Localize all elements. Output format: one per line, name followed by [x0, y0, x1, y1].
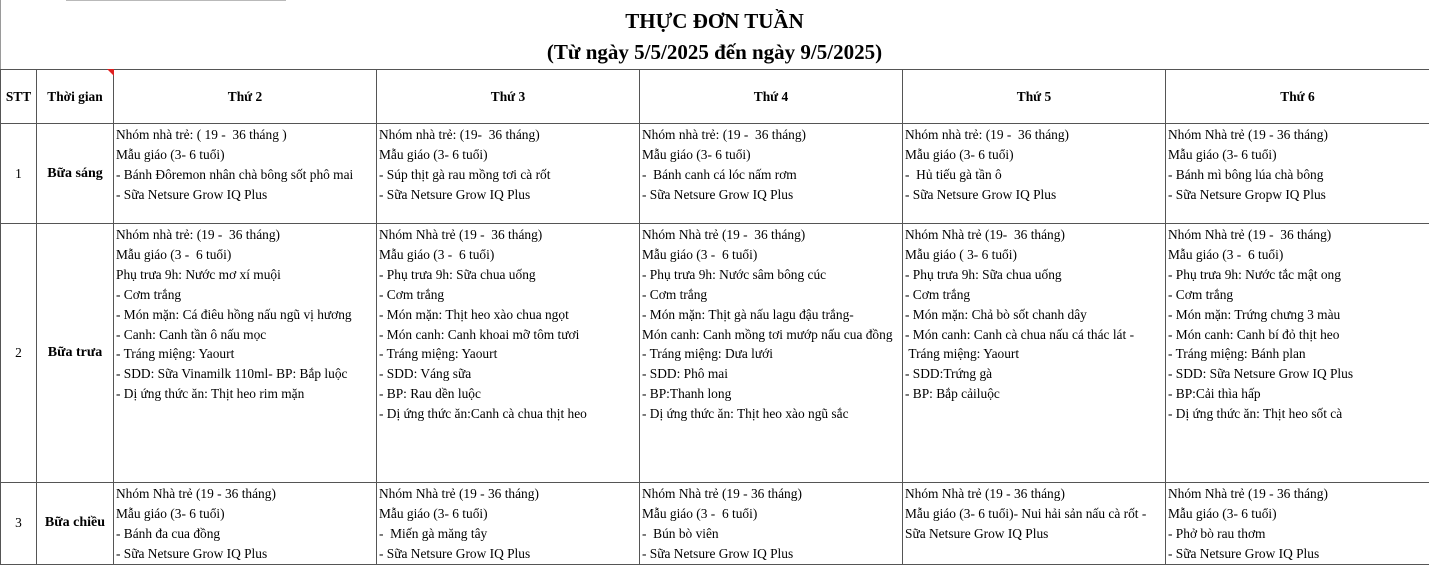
menu-line: - Món canh: Canh cà chua nấu cá thác lát - — [905, 325, 1165, 345]
menu-line: - Món mặn: Thịt gà nấu lagu đậu trắng- — [642, 305, 902, 325]
table-row — [1, 224, 1429, 483]
menu-line: - Sữa Netsure Grow IQ Plus — [379, 544, 639, 564]
menu-cell — [640, 483, 903, 565]
menu-line: Nhóm Nhà trẻ (19 - 36 tháng) — [379, 484, 639, 504]
menu-line: - SDD: Váng sữa — [379, 364, 639, 384]
menu-line: Mẫu giáo (3- 6 tuổi) — [116, 145, 376, 165]
menu-line: Nhóm Nhà trẻ (19- 36 tháng) — [905, 225, 1165, 245]
menu-line: - Món mặn: Chả bò sốt chanh dây — [905, 305, 1165, 325]
menu-line: - Cơm trắng — [116, 285, 376, 305]
header-day-thu: Thứ 5 — [903, 70, 1166, 124]
menu-line: - Bánh đa cua đồng — [116, 524, 376, 544]
menu-cell — [114, 124, 377, 224]
menu-line: Mẫu giáo (3- 6 tuổi)- Nui hải sản nấu cà rốt - Sữa Netsure Grow IQ Plus — [905, 504, 1165, 544]
menu-line: - Dị ứng thức ăn: Thịt heo xào ngũ sắc — [642, 404, 902, 424]
menu-line: Mẫu giáo (3 - 6 tuổi) — [379, 245, 639, 265]
menu-line: Nhóm Nhà trẻ (19 - 36 tháng) — [379, 225, 639, 245]
menu-cell — [1166, 224, 1429, 483]
menu-line: - Sữa Netsure Grow IQ Plus — [642, 185, 902, 205]
menu-line: - Món mặn: Trứng chưng 3 màu — [1168, 305, 1429, 325]
menu-line: - BP:Thanh long — [642, 384, 902, 404]
menu-line: Món canh: Canh mồng tơi mướp nấu cua đồng — [642, 325, 902, 345]
menu-cell — [377, 124, 640, 224]
menu-line: - Dị ứng thức ăn: Thịt heo sốt cà — [1168, 404, 1429, 424]
menu-line: - BP: Bắp cảiluộc — [905, 384, 1165, 404]
menu-line: Mẫu giáo (3- 6 tuổi) — [1168, 504, 1429, 524]
header-day-wed: Thứ 4 — [640, 70, 903, 124]
menu-line: Mẫu giáo (3- 6 tuổi) — [905, 145, 1165, 165]
menu-line: Mẫu giáo (3- 6 tuổi) — [1168, 145, 1429, 165]
menu-line: - Sữa Netsure Grow IQ Plus — [642, 544, 902, 564]
menu-line: Tráng miệng: Yaourt — [905, 344, 1165, 364]
menu-line: - Sữa Netsure Grow IQ Plus — [116, 185, 376, 205]
row-number: 3 — [1, 483, 37, 565]
menu-line: - Dị ứng thức ăn:Canh cà chua thịt heo — [379, 404, 639, 424]
menu-line: Mẫu giáo (3- 6 tuổi) — [379, 504, 639, 524]
menu-line: Nhóm nhà trẻ: (19 - 36 tháng) — [642, 125, 902, 145]
menu-line: Nhóm Nhà trẻ (19 - 36 tháng) — [642, 484, 902, 504]
menu-cell — [377, 224, 640, 483]
menu-line: - Canh: Canh tần ô nấu mọc — [116, 325, 376, 345]
menu-line: - Món canh: Canh bí đỏ thịt heo — [1168, 325, 1429, 345]
menu-line: Mẫu giáo (3- 6 tuổi) — [379, 145, 639, 165]
menu-line: - Sữa Netsure Grow IQ Plus — [116, 544, 376, 564]
row-number: 1 — [1, 124, 37, 224]
menu-cell — [903, 483, 1166, 565]
menu-line: - Tráng miệng: Yaourt — [116, 344, 376, 364]
menu-line: Nhóm nhà trẻ: (19 - 36 tháng) — [905, 125, 1165, 145]
menu-line: - Món mặn: Cá điêu hồng nấu ngũ vị hương — [116, 305, 376, 325]
header-day-mon: Thứ 2 — [114, 70, 377, 124]
menu-line: - Hủ tiếu gà tần ô — [905, 165, 1165, 185]
menu-line: - Bánh Đôremon nhân chà bông sốt phô mai — [116, 165, 376, 185]
header-row — [1, 70, 1429, 124]
page-title: THỰC ĐƠN TUẦN — [0, 9, 1429, 33]
menu-line: Nhóm nhà trẻ: (19- 36 tháng) — [379, 125, 639, 145]
menu-line: Nhóm Nhà trẻ (19 - 36 tháng) — [642, 225, 902, 245]
meal-name: Bữa trưa — [37, 224, 114, 483]
menu-line: - Tráng miệng: Yaourt — [379, 344, 639, 364]
menu-line: Mẫu giáo (3- 6 tuổi) — [642, 145, 902, 165]
menu-line: - SDD: Phô mai — [642, 364, 902, 384]
menu-line: - Món mặn: Thịt heo xào chua ngọt — [379, 305, 639, 325]
menu-line: - SDD:Trứng gà — [905, 364, 1165, 384]
menu-cell — [114, 483, 377, 565]
menu-line: Mẫu giáo (3 - 6 tuổi) — [642, 245, 902, 265]
menu-line: Nhóm Nhà trẻ (19 - 36 tháng) — [905, 484, 1165, 504]
menu-line: - BP:Cải thìa hấp — [1168, 384, 1429, 404]
menu-line: Nhóm Nhà trẻ (19 - 36 tháng) — [1168, 125, 1429, 145]
menu-cell — [114, 224, 377, 483]
menu-cell — [377, 483, 640, 565]
menu-line: Mẫu giáo (3 - 6 tuổi) — [116, 245, 376, 265]
menu-line: - Miến gà măng tây — [379, 524, 639, 544]
comment-indicator-icon — [107, 69, 114, 76]
row-number: 2 — [1, 224, 37, 483]
menu-line: - Sữa Netsure Grow IQ Plus — [379, 185, 639, 205]
menu-cell — [1166, 483, 1429, 565]
menu-line: - Sữa Netsure Grow IQ Plus — [905, 185, 1165, 205]
menu-line: - Bánh mì bông lúa chà bông — [1168, 165, 1429, 185]
header-day-tue: Thứ 3 — [377, 70, 640, 124]
menu-line: - Phụ trưa 9h: Sữa chua uống — [379, 265, 639, 285]
menu-cell — [1166, 124, 1429, 224]
menu-line: - Tráng miệng: Dưa lưới — [642, 344, 902, 364]
menu-line: - Bánh canh cá lóc nấm rơm — [642, 165, 902, 185]
header-time: Thời gian — [37, 70, 114, 124]
menu-line: - Súp thịt gà rau mồng tơi cà rốt — [379, 165, 639, 185]
menu-cell — [903, 124, 1166, 224]
menu-line: - Bún bò viên — [642, 524, 902, 544]
menu-line: Nhóm nhà trẻ: ( 19 - 36 tháng ) — [116, 125, 376, 145]
menu-cell — [903, 224, 1166, 483]
table-row — [1, 483, 1429, 565]
menu-line: - SDD: Sữa Vinamilk 110ml- BP: Bắp luộc — [116, 364, 376, 384]
menu-line: - BP: Rau dền luộc — [379, 384, 639, 404]
menu-line: - Phở bò rau thơm — [1168, 524, 1429, 544]
menu-cell — [640, 224, 903, 483]
menu-line: Mẫu giáo (3 - 6 tuổi) — [1168, 245, 1429, 265]
menu-line: Mẫu giáo (3 - 6 tuổi) — [642, 504, 902, 524]
menu-line: - Cơm trắng — [1168, 285, 1429, 305]
menu-line: - Phụ trưa 9h: Nước sâm bông cúc — [642, 265, 902, 285]
menu-line: - SDD: Sữa Netsure Grow IQ Plus — [1168, 364, 1429, 384]
menu-line: Phụ trưa 9h: Nước mơ xí muội — [116, 265, 376, 285]
menu-line: - Tráng miệng: Bánh plan — [1168, 344, 1429, 364]
menu-line: Nhóm Nhà trẻ (19 - 36 tháng) — [1168, 225, 1429, 245]
meal-name: Bữa sáng — [37, 124, 114, 224]
menu-line: - Cơm trắng — [642, 285, 902, 305]
menu-line: - Cơm trắng — [379, 285, 639, 305]
menu-line: Mẫu giáo ( 3- 6 tuổi) — [905, 245, 1165, 265]
menu-line: - Sữa Netsure Grow IQ Plus — [1168, 544, 1429, 564]
menu-line: Nhóm Nhà trẻ (19 - 36 tháng) — [1168, 484, 1429, 504]
divider — [66, 0, 286, 1]
meal-name: Bữa chiều — [37, 483, 114, 565]
menu-line: - Cơm trắng — [905, 285, 1165, 305]
menu-line: - Dị ứng thức ăn: Thịt heo rim mặn — [116, 384, 376, 404]
menu-table — [0, 69, 1429, 565]
menu-line: - Phụ trưa 9h: Sữa chua uống — [905, 265, 1165, 285]
menu-line: - Món canh: Canh khoai mỡ tôm tươi — [379, 325, 639, 345]
menu-line: Nhóm nhà trẻ: (19 - 36 tháng) — [116, 225, 376, 245]
menu-line: - Sữa Netsure Gropw IQ Plus — [1168, 185, 1429, 205]
menu-line: Mẫu giáo (3- 6 tuổi) — [116, 504, 376, 524]
menu-line: Nhóm Nhà trẻ (19 - 36 tháng) — [116, 484, 376, 504]
page-subtitle: (Từ ngày 5/5/2025 đến ngày 9/5/2025) — [0, 40, 1429, 64]
header-stt: STT — [1, 70, 37, 124]
header-day-fri: Thứ 6 — [1166, 70, 1429, 124]
table-row — [1, 124, 1429, 224]
menu-line: - Phụ trưa 9h: Nước tắc mật ong — [1168, 265, 1429, 285]
menu-cell — [640, 124, 903, 224]
